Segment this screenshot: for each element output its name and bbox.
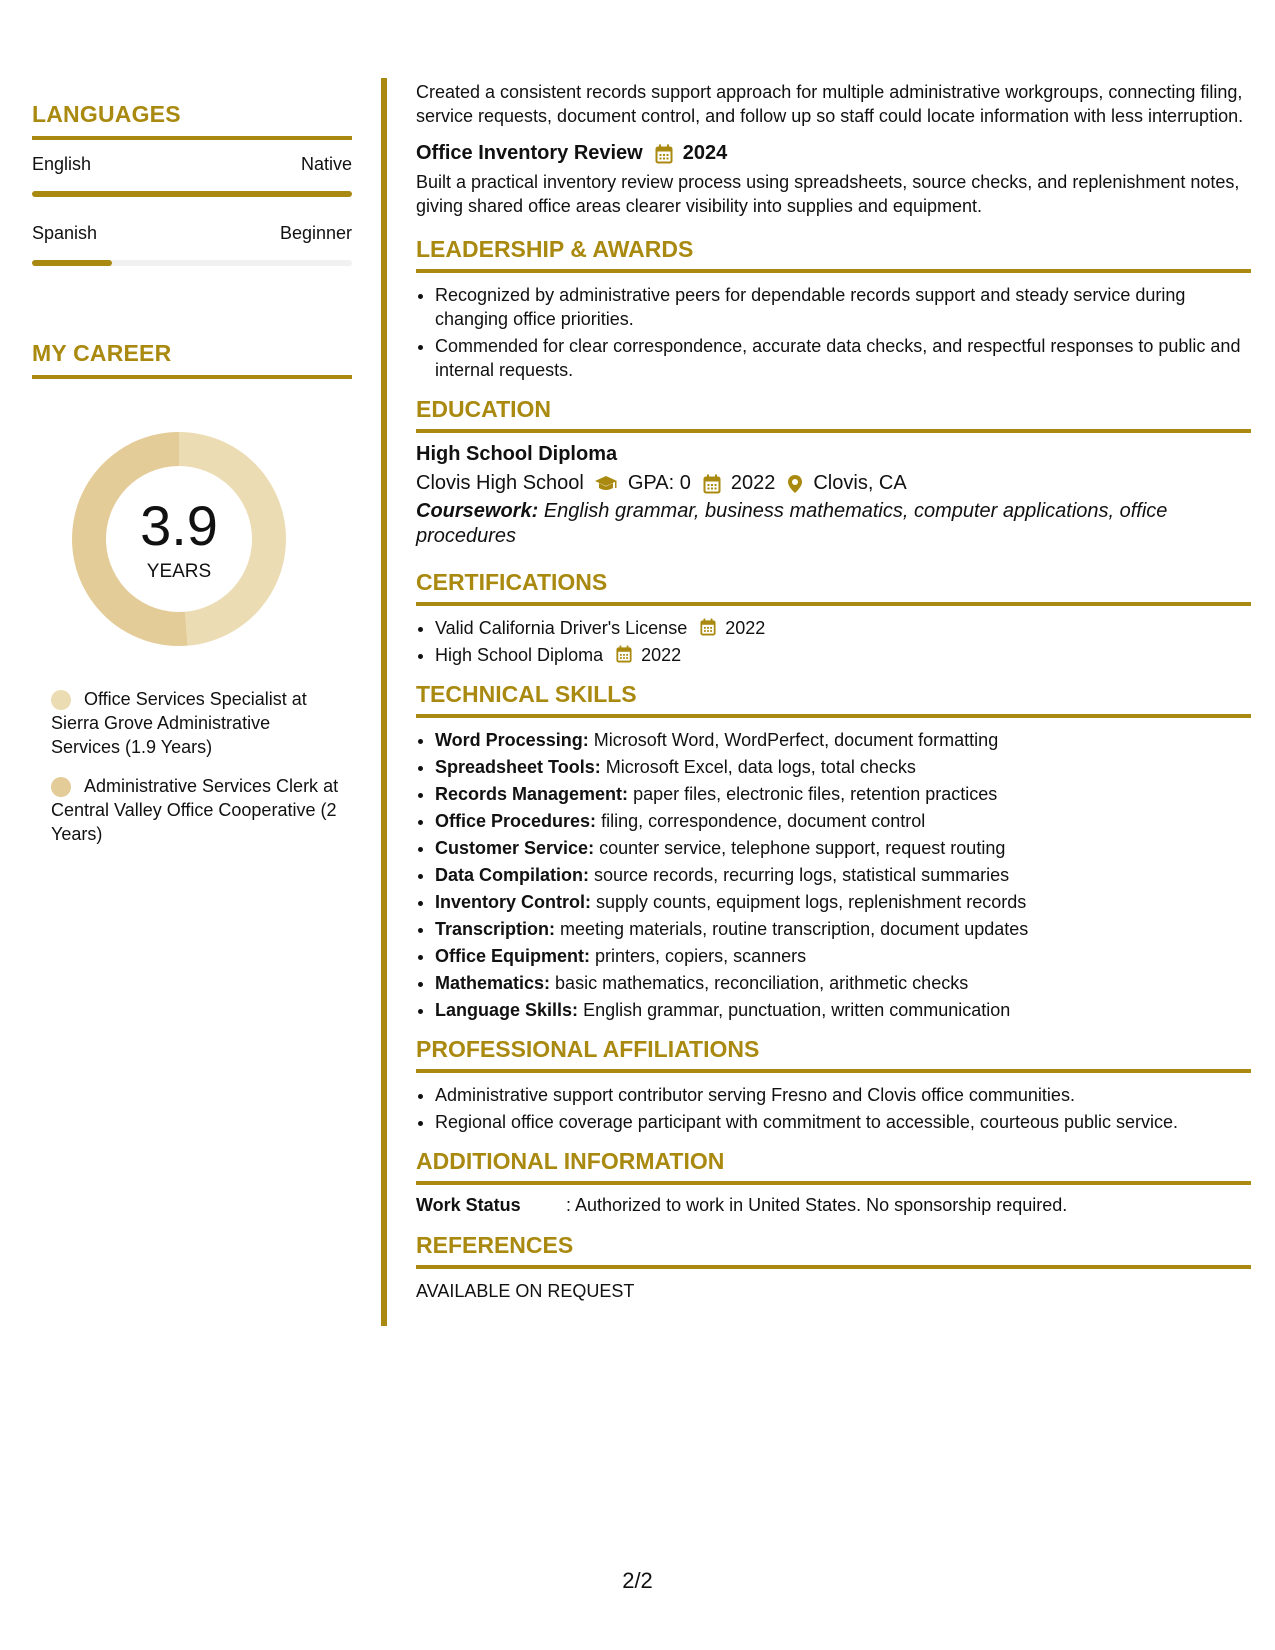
certification-name: Valid California Driver's License bbox=[435, 618, 688, 638]
skill-values: basic mathematics, reconciliation, arithmetic checks bbox=[555, 973, 969, 993]
skill-category: Transcription: bbox=[435, 919, 556, 939]
skills-title: TECHNICAL SKILLS bbox=[416, 681, 1251, 718]
skill-values: English grammar, punctuation, written communication bbox=[583, 1000, 1011, 1020]
work-status-key: Work Status bbox=[416, 1195, 521, 1215]
calendar-icon bbox=[655, 144, 673, 164]
certifications-list bbox=[416, 616, 1251, 667]
language-level: Native bbox=[300, 154, 352, 174]
page-number: 2/2 bbox=[622, 1568, 653, 1593]
calendar-icon bbox=[616, 645, 632, 663]
leadership-title: LEADERSHIP & AWARDS bbox=[416, 236, 1251, 273]
skill-category: Office Equipment: bbox=[435, 946, 591, 966]
work-status-value: : Authorized to work in United States. No sponsorship required. bbox=[566, 1195, 1068, 1215]
skill-item bbox=[435, 971, 1251, 995]
project-year: 2024 bbox=[682, 142, 728, 164]
skill-category: Data Compilation: bbox=[435, 865, 590, 885]
language-name: English bbox=[32, 154, 92, 174]
skill-values: paper files, electronic files, retention practices bbox=[633, 784, 998, 804]
skill-category: Inventory Control: bbox=[435, 892, 591, 912]
certification-item bbox=[435, 616, 1251, 640]
language-name: Spanish bbox=[32, 223, 98, 243]
intro-paragraph: Created a consistent records support approach for multiple administrative workgroups, connecting filing, service requests, document control, and follow up so staff could locate information with less interruption. bbox=[416, 82, 1244, 126]
calendar-icon bbox=[703, 474, 721, 494]
coursework-label: Coursework: bbox=[416, 500, 539, 522]
skill-item bbox=[435, 944, 1251, 968]
skill-item bbox=[435, 755, 1251, 779]
career-total-years: 3.9 bbox=[140, 494, 218, 557]
project-header bbox=[416, 142, 1251, 165]
coursework-text: English grammar, business mathematics, computer applications, office procedures bbox=[416, 500, 1168, 547]
certification-year: 2022 bbox=[641, 645, 682, 665]
skill-item bbox=[435, 863, 1251, 887]
certification-item bbox=[435, 643, 1251, 667]
right-column bbox=[381, 78, 1251, 1326]
list-item: • Administrative support contributor serving Fresno and Clovis office communities. bbox=[435, 1083, 1251, 1107]
certification-name: High School Diploma bbox=[435, 645, 604, 665]
skill-item bbox=[435, 728, 1251, 752]
skill-values: meeting materials, routine transcription, document updates bbox=[560, 919, 1029, 939]
skill-values: Microsoft Excel, data logs, total checks bbox=[605, 757, 916, 777]
career-title: MY CAREER bbox=[32, 340, 352, 379]
location-pin-icon bbox=[787, 474, 803, 494]
skill-item bbox=[435, 890, 1251, 914]
legend-label: Office Services Specialist at Sierra Grove Administrative Services (1.9 Years) bbox=[51, 689, 307, 757]
skill-category: Mathematics: bbox=[435, 973, 551, 993]
skills-list bbox=[416, 728, 1251, 1022]
language-bar-fill bbox=[32, 260, 112, 266]
calendar-icon bbox=[700, 618, 716, 636]
skill-category: Office Procedures: bbox=[435, 811, 597, 831]
education-school: Clovis High School bbox=[416, 472, 584, 494]
skill-values: filing, correspondence, document control bbox=[601, 811, 926, 831]
skill-item bbox=[435, 809, 1251, 833]
affiliations-list bbox=[416, 1083, 1251, 1134]
project-title: Office Inventory Review bbox=[416, 142, 643, 164]
skill-category: Language Skills: bbox=[435, 1000, 579, 1020]
language-item-english bbox=[32, 154, 352, 197]
education-coursework bbox=[416, 499, 1251, 549]
additional-info-title: ADDITIONAL INFORMATION bbox=[416, 1148, 1251, 1185]
leadership-list bbox=[416, 283, 1251, 382]
language-level: Beginner bbox=[279, 223, 352, 243]
list-item: • Regional office coverage participant with commitment to accessible, courteous public service. bbox=[435, 1110, 1251, 1134]
career-donut-chart bbox=[66, 426, 292, 652]
skill-item bbox=[435, 917, 1251, 941]
project-description: Built a practical inventory review process using spreadsheets, source checks, and replenishment notes, giving shared office areas clearer visibility into supplies and equipment. bbox=[416, 172, 1240, 216]
skill-category: Word Processing: bbox=[435, 730, 589, 750]
skill-values: Microsoft Word, WordPerfect, document formatting bbox=[593, 730, 999, 750]
skill-category: Records Management: bbox=[435, 784, 629, 804]
education-year: 2022 bbox=[730, 472, 776, 494]
certifications-title: CERTIFICATIONS bbox=[416, 569, 1251, 606]
skill-values: supply counts, equipment logs, replenishment records bbox=[596, 892, 1027, 912]
education-gpa: GPA: 0 bbox=[627, 472, 691, 494]
certification-year: 2022 bbox=[725, 618, 766, 638]
language-item-spanish bbox=[32, 223, 352, 266]
legend-label: Administrative Services Clerk at Central Valley Office Cooperative (2 Years) bbox=[51, 776, 339, 844]
skill-values: source records, recurring logs, statistical summaries bbox=[594, 865, 1010, 885]
education-degree: High School Diploma bbox=[416, 443, 618, 465]
education-title: EDUCATION bbox=[416, 396, 1251, 433]
language-bar-fill bbox=[32, 191, 352, 197]
languages-title: LANGUAGES bbox=[32, 101, 352, 140]
skill-category: Spreadsheet Tools: bbox=[435, 757, 601, 777]
skill-category: Customer Service: bbox=[435, 838, 595, 858]
language-bar bbox=[32, 191, 352, 197]
career-legend-item bbox=[32, 774, 341, 846]
list-item: • Commended for clear correspondence, accurate data checks, and respectful responses to public and internal requests. bbox=[435, 334, 1251, 382]
skill-item bbox=[435, 998, 1251, 1022]
skill-values: printers, copiers, scanners bbox=[595, 946, 807, 966]
education-location: Clovis, CA bbox=[813, 472, 907, 494]
list-item: • Recognized by administrative peers for dependable records support and steady service during changing office priorities. bbox=[435, 283, 1251, 331]
legend-dot bbox=[51, 777, 71, 797]
education-details bbox=[416, 472, 1251, 495]
skill-item bbox=[435, 836, 1251, 860]
legend-dot bbox=[51, 690, 71, 710]
graduation-cap-icon bbox=[594, 475, 618, 493]
affiliations-title: PROFESSIONAL AFFILIATIONS bbox=[416, 1036, 1251, 1073]
career-legend-item bbox=[32, 687, 341, 759]
references-text: AVAILABLE ON REQUEST bbox=[416, 1281, 635, 1301]
career-total-unit: YEARS bbox=[146, 561, 212, 582]
skill-values: counter service, telephone support, request routing bbox=[599, 838, 1006, 858]
language-bar bbox=[32, 260, 352, 266]
skill-item bbox=[435, 782, 1251, 806]
references-title: REFERENCES bbox=[416, 1232, 1251, 1269]
work-status-row bbox=[416, 1195, 1251, 1216]
